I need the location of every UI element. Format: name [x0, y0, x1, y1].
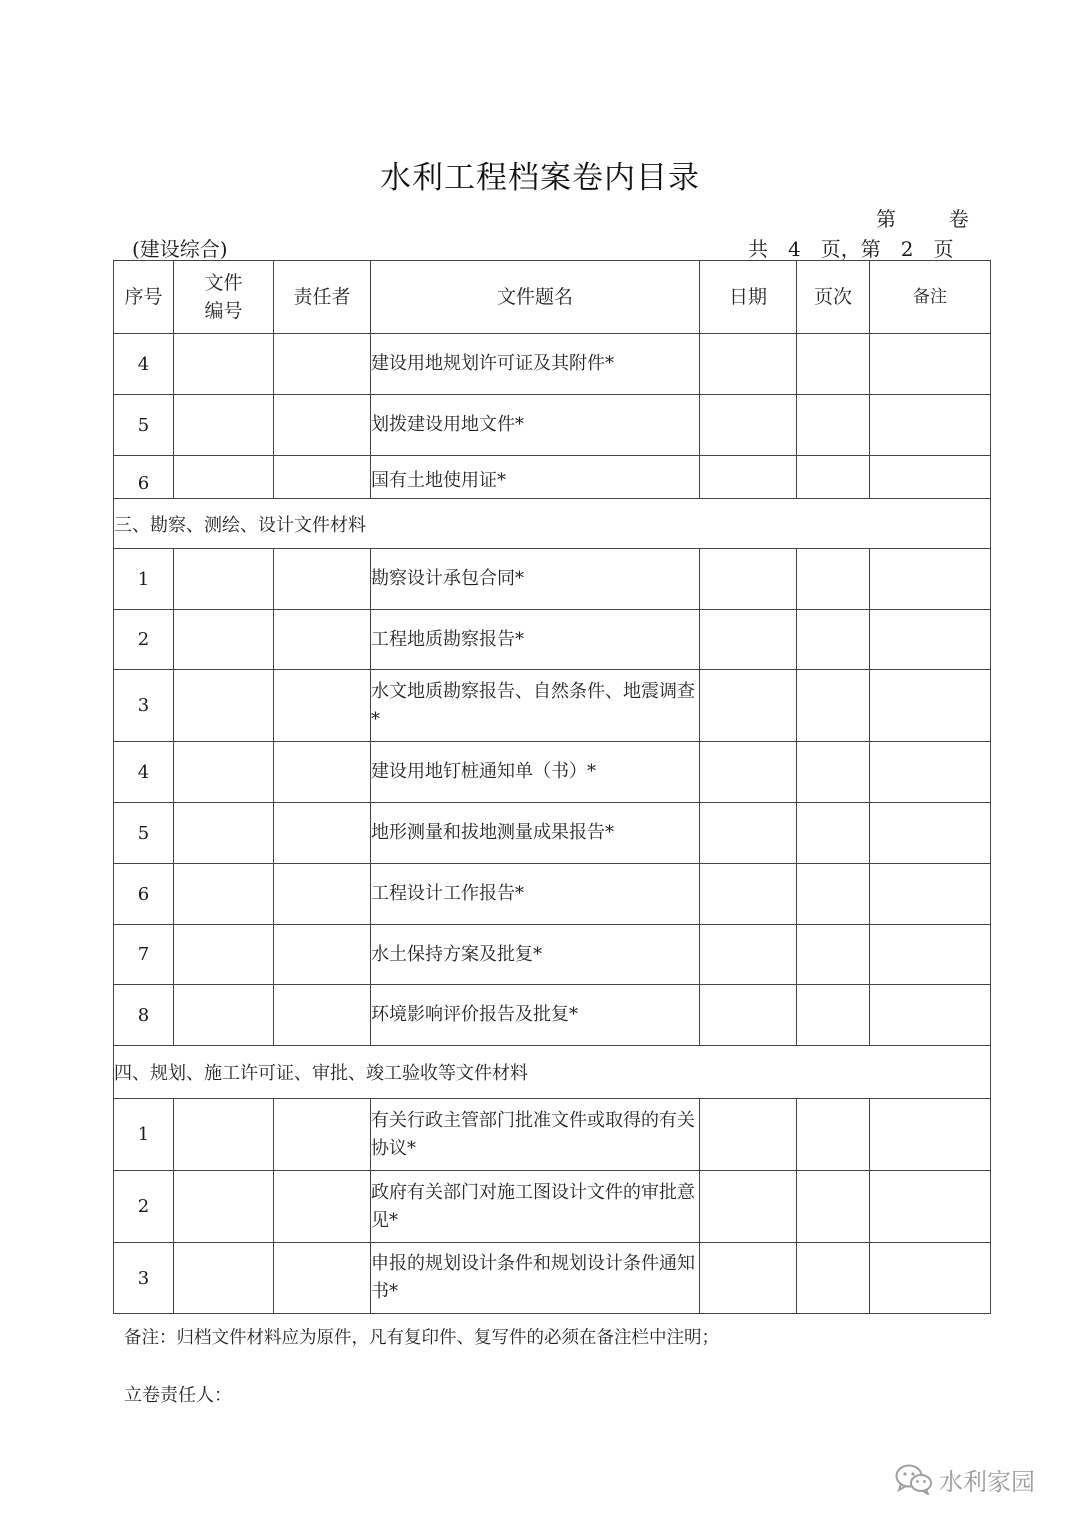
remark-cell	[870, 670, 991, 742]
remark-cell	[870, 334, 991, 395]
section-title: 三、勘察、测绘、设计文件材料	[114, 499, 991, 549]
row-number: 2	[114, 610, 174, 670]
page-cell	[797, 549, 870, 610]
owner-cell	[274, 334, 371, 395]
doc-title-cell: 申报的规划设计条件和规划设计条件通知书*	[371, 1243, 700, 1314]
page-cell	[797, 742, 870, 803]
date-cell	[700, 1171, 797, 1243]
section-row	[114, 499, 991, 549]
table-row	[114, 1243, 991, 1314]
section-row	[114, 1046, 991, 1099]
page-cell	[797, 925, 870, 985]
row-number: 6	[114, 456, 174, 499]
owner-cell	[274, 742, 371, 803]
doc-no-cell	[174, 742, 274, 803]
owner-cell	[274, 985, 371, 1046]
date-cell	[700, 610, 797, 670]
remark-cell	[870, 803, 991, 864]
doc-title-cell: 水文地质勘察报告、自然条件、地震调查*	[371, 670, 700, 742]
row-number: 3	[114, 1243, 174, 1314]
owner-cell	[274, 803, 371, 864]
doc-no-cell	[174, 1171, 274, 1243]
remark-cell	[870, 549, 991, 610]
date-cell	[700, 742, 797, 803]
date-cell	[700, 1099, 797, 1171]
date-cell	[700, 670, 797, 742]
remark-cell	[870, 1171, 991, 1243]
owner-cell	[274, 395, 371, 456]
remark-cell	[870, 864, 991, 925]
row-number: 2	[114, 1171, 174, 1243]
owner-cell	[274, 1099, 371, 1171]
footnote: 备注：归档文件材料应为原件，凡有复印件、复写件的必须在备注栏中注明；	[124, 1328, 719, 1348]
date-cell	[700, 1243, 797, 1314]
header-owner: 责任者	[274, 261, 371, 334]
table-row	[114, 803, 991, 864]
doc-no-cell	[174, 803, 274, 864]
date-cell	[700, 925, 797, 985]
doc-title-cell: 工程设计工作报告*	[371, 864, 700, 925]
watermark	[895, 1459, 1035, 1499]
doc-no-cell	[174, 610, 274, 670]
document-title: 水利工程档案卷内目录	[380, 160, 700, 196]
owner-cell	[274, 549, 371, 610]
page-cell	[797, 670, 870, 742]
doc-no-cell	[174, 456, 274, 499]
page-cell	[797, 456, 870, 499]
date-cell	[700, 803, 797, 864]
row-number: 1	[114, 1099, 174, 1171]
owner-cell	[274, 864, 371, 925]
header-date: 日期	[700, 261, 797, 334]
header-row	[114, 261, 991, 334]
owner-cell	[274, 1243, 371, 1314]
catalog-table	[113, 260, 991, 1314]
page-cell	[797, 334, 870, 395]
owner-cell	[274, 670, 371, 742]
page-cell	[797, 1099, 870, 1171]
volume-label	[876, 203, 969, 232]
header-doc-title: 文件题名	[371, 261, 700, 334]
row-number: 1	[114, 549, 174, 610]
row-number: 8	[114, 985, 174, 1046]
page-cell	[797, 1171, 870, 1243]
doc-no-cell	[174, 395, 274, 456]
doc-title-cell: 划拨建设用地文件*	[371, 395, 700, 456]
row-number: 4	[114, 334, 174, 395]
table-row	[114, 1171, 991, 1243]
table-row	[114, 334, 991, 395]
header-doc-no: 文件编号	[174, 261, 274, 334]
doc-no-cell	[174, 925, 274, 985]
doc-title-cell: 建设用地钉桩通知单（书）*	[371, 742, 700, 803]
page-cell	[797, 985, 870, 1046]
remark-cell	[870, 610, 991, 670]
doc-no-cell	[174, 864, 274, 925]
table-row	[114, 864, 991, 925]
table-row	[114, 549, 991, 610]
owner-cell	[274, 456, 371, 499]
section-title: 四、规划、施工许可证、审批、竣工验收等文件材料	[114, 1046, 991, 1099]
page-cell	[797, 803, 870, 864]
header-seq: 序号	[114, 261, 174, 334]
remark-cell	[870, 1099, 991, 1171]
table-row	[114, 670, 991, 742]
date-cell	[700, 456, 797, 499]
doc-title-cell: 有关行政主管部门批准文件或取得的有关协议*	[371, 1099, 700, 1171]
page-cell	[797, 864, 870, 925]
doc-title-cell: 国有土地使用证*	[371, 456, 700, 499]
row-number: 4	[114, 742, 174, 803]
table-row	[114, 610, 991, 670]
doc-no-cell	[174, 1099, 274, 1171]
doc-no-cell	[174, 670, 274, 742]
doc-title-cell: 勘察设计承包合同*	[371, 549, 700, 610]
watermark-text: 水利家园	[939, 1467, 1035, 1496]
table-row	[114, 1099, 991, 1171]
row-number: 6	[114, 864, 174, 925]
row-number: 5	[114, 803, 174, 864]
date-cell	[700, 395, 797, 456]
remark-cell	[870, 456, 991, 499]
owner-cell	[274, 610, 371, 670]
table-row	[114, 925, 991, 985]
remark-cell	[870, 925, 991, 985]
remark-cell	[870, 395, 991, 456]
doc-title-cell: 建设用地规划许可证及其附件*	[371, 334, 700, 395]
remark-cell	[870, 985, 991, 1046]
volume-suffix: 卷	[948, 207, 969, 231]
row-number: 5	[114, 395, 174, 456]
doc-no-cell	[174, 1243, 274, 1314]
page-info: 共 4 页，第 2 页	[748, 237, 954, 261]
owner-cell	[274, 925, 371, 985]
category-label: (建设综合)	[132, 237, 228, 261]
doc-title-cell: 地形测量和拔地测量成果报告*	[371, 803, 700, 864]
date-cell	[700, 864, 797, 925]
owner-cell	[274, 1171, 371, 1243]
doc-no-cell	[174, 334, 274, 395]
table-row	[114, 456, 991, 499]
page-cell	[797, 1243, 870, 1314]
table-row	[114, 985, 991, 1046]
table-row	[114, 742, 991, 803]
doc-no-cell	[174, 985, 274, 1046]
date-cell	[700, 549, 797, 610]
doc-title-cell: 政府有关部门对施工图设计文件的审批意见*	[371, 1171, 700, 1243]
remark-cell	[870, 742, 991, 803]
remark-cell	[870, 1243, 991, 1314]
row-number: 7	[114, 925, 174, 985]
page-cell	[797, 395, 870, 456]
header-page: 页次	[797, 261, 870, 334]
doc-title-cell: 环境影响评价报告及批复*	[371, 985, 700, 1046]
page-cell	[797, 610, 870, 670]
doc-no-cell	[174, 549, 274, 610]
date-cell	[700, 985, 797, 1046]
row-number: 3	[114, 670, 174, 742]
table-row	[114, 395, 991, 456]
doc-title-cell: 工程地质勘察报告*	[371, 610, 700, 670]
header-remark: 备注	[870, 261, 991, 334]
volume-prefix: 第	[876, 207, 896, 231]
date-cell	[700, 334, 797, 395]
doc-title-cell: 水土保持方案及批复*	[371, 925, 700, 985]
signer-label: 立卷责任人：	[124, 1385, 232, 1406]
wechat-icon	[895, 1463, 933, 1495]
